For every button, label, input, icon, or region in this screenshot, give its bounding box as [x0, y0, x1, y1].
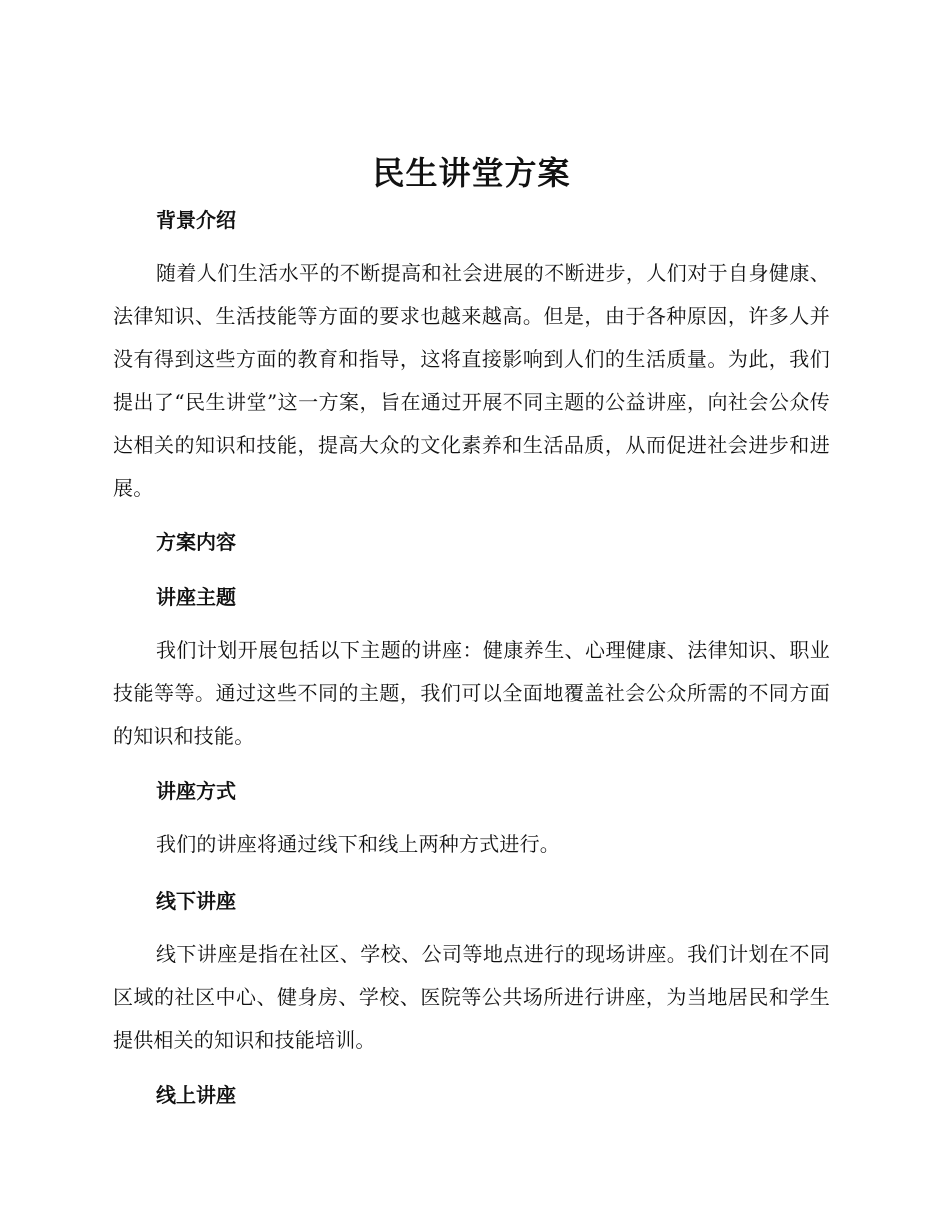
paragraph-lecture-format: 我们的讲座将通过线下和线上两种方式进行。: [156, 832, 560, 856]
section-heading-online-lectures: 线上讲座: [156, 1083, 236, 1107]
section-heading-lecture-format: 讲座方式: [156, 779, 236, 803]
paragraph-lecture-topics: 我们计划开展包括以下主题的讲座：健康养生、心理健康、法律知识、职业技能等等。通过这些不同的主题，我们可以全面地覆盖社会公众所需的不同方面的知识和技能。: [113, 638, 830, 748]
paragraph-background: 随着人们生活水平的不断提高和社会进展的不断进步，人们对于自身健康、法律知识、生活技能等方面的要求也越来越高。但是，由于各种原因，许多人并没有得到这些方面的教育和指导，这将直接影响到人们的生活质量。为此，我们提出了“民生讲堂”这一方案，旨在通过开展不同主题的公益讲座，向社会公众传达相关的知识和技能，提高大众的文化素养和生活品质，从而促进社会进步和进展。: [113, 261, 830, 500]
paragraph-offline-lectures: 线下讲座是指在社区、学校、公司等地点进行的现场讲座。我们计划在不同区域的社区中心、健身房、学校、医院等公共场所进行讲座，为当地居民和学生提供相关的知识和技能培训。: [113, 942, 830, 1052]
document-title: 民生讲堂方案: [372, 154, 571, 192]
section-heading-plan-content: 方案内容: [156, 530, 236, 554]
section-heading-offline-lectures: 线下讲座: [156, 889, 236, 913]
section-heading-lecture-topics: 讲座主题: [156, 585, 236, 609]
section-heading-background: 背景介绍: [156, 208, 236, 232]
